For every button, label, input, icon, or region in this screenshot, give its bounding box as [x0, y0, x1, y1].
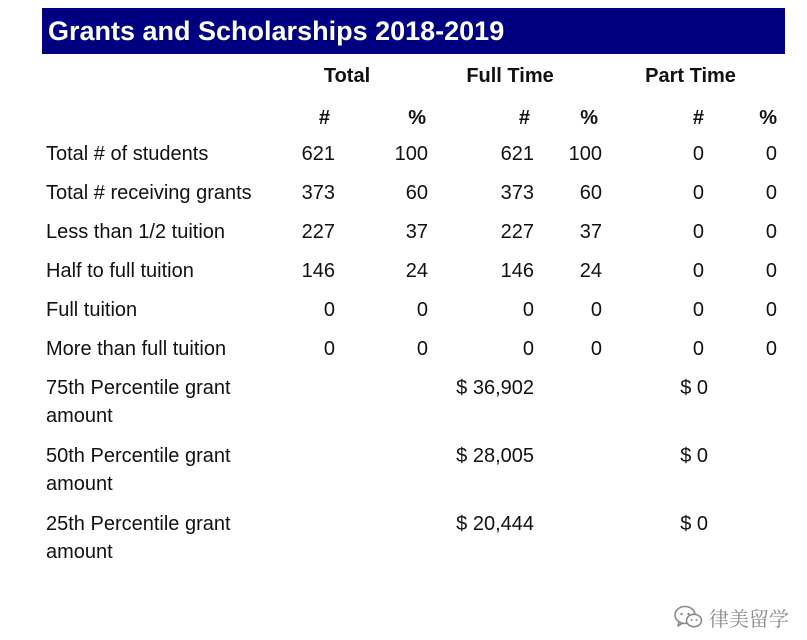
group-header-full-time: Full Time [466, 65, 554, 87]
cell-pt-percent: 0 [765, 143, 778, 165]
cell-ft-percent: 60 [579, 182, 603, 204]
table-row [42, 508, 785, 576]
cell-ft-percent: 0 [590, 299, 603, 321]
wechat-icon [673, 604, 703, 630]
cell-total-percent: 0 [416, 338, 429, 360]
cell-ft-percent: 100 [568, 143, 603, 165]
cell-empty [278, 508, 428, 576]
cell-ft-percent: 24 [579, 260, 603, 282]
cell-ft-count: 621 [500, 143, 535, 165]
cell-ft-percent: 0 [590, 338, 603, 360]
header-spacer [42, 58, 278, 98]
row-label: 25th Percentile grant amount [46, 513, 231, 563]
cell-total-count: 146 [301, 260, 335, 282]
cell-ft-amount: $ 20,444 [456, 513, 535, 535]
cell-ft-amount: $ 28,005 [456, 445, 535, 467]
table-row [42, 294, 785, 333]
cell-empty [708, 372, 785, 440]
cell-ft-count: 373 [500, 182, 535, 204]
cell-total-percent: 0 [416, 299, 429, 321]
table-row [42, 372, 785, 440]
cell-ft-percent: 37 [579, 221, 603, 243]
cell-pt-amount: $ 0 [680, 377, 709, 399]
subheader-ft-count: # [518, 107, 531, 129]
cell-empty [278, 372, 428, 440]
cell-ft-count: 0 [522, 299, 535, 321]
cell-total-count: 0 [323, 338, 335, 360]
group-header-part-time: Part Time [645, 65, 736, 87]
row-label: Less than 1/2 tuition [46, 221, 226, 243]
watermark-text: 律美留学 [709, 606, 789, 631]
table-row [42, 177, 785, 216]
cell-pt-percent: 0 [765, 260, 778, 282]
cell-total-count: 373 [301, 182, 335, 204]
table-row [42, 333, 785, 372]
cell-pt-percent: 0 [765, 182, 778, 204]
cell-total-percent: 24 [405, 260, 429, 282]
cell-total-percent: 100 [394, 143, 429, 165]
cell-ft-amount: $ 36,902 [456, 377, 535, 399]
cell-total-count: 621 [301, 143, 335, 165]
cell-pt-count: 0 [692, 260, 705, 282]
cell-ft-count: 146 [500, 260, 535, 282]
cell-pt-amount: $ 0 [680, 445, 709, 467]
group-header-row [42, 58, 785, 98]
cell-total-count: 227 [301, 221, 335, 243]
cell-pt-count: 0 [692, 143, 705, 165]
row-label: 75th Percentile grant amount [46, 377, 231, 427]
subheader-pt-count: # [692, 107, 705, 129]
cell-pt-count: 0 [692, 299, 705, 321]
subheader-spacer [42, 98, 278, 138]
subheader-ft-percent: % [580, 107, 599, 129]
row-label: Half to full tuition [46, 260, 194, 282]
watermark [673, 600, 789, 634]
cell-pt-count: 0 [692, 338, 705, 360]
cell-pt-count: 0 [692, 182, 705, 204]
row-label: Total # of students [46, 143, 209, 165]
cell-empty [708, 508, 785, 576]
cell-pt-percent: 0 [765, 299, 778, 321]
cell-empty [534, 440, 602, 508]
cell-ft-count: 0 [522, 338, 535, 360]
table-row [42, 255, 785, 294]
subheader-row [42, 98, 785, 138]
cell-empty [708, 440, 785, 508]
cell-empty [534, 508, 602, 576]
cell-ft-count: 227 [500, 221, 535, 243]
row-label: More than full tuition [46, 338, 227, 360]
cell-pt-amount: $ 0 [680, 513, 709, 535]
row-label: Full tuition [46, 299, 138, 321]
cell-total-percent: 37 [405, 221, 429, 243]
cell-empty [534, 372, 602, 440]
cell-total-count: 0 [323, 299, 335, 321]
subheader-total-percent: % [408, 107, 427, 129]
table-row [42, 138, 785, 177]
subheader-total-count: # [318, 107, 330, 129]
cell-pt-percent: 0 [765, 221, 778, 243]
cell-pt-count: 0 [692, 221, 705, 243]
cell-pt-percent: 0 [765, 338, 778, 360]
table-row [42, 216, 785, 255]
page-title: Grants and Scholarships 2018-2019 [42, 8, 785, 54]
grants-table [42, 58, 785, 576]
row-label: 50th Percentile grant amount [46, 445, 231, 495]
cell-empty [278, 440, 428, 508]
table-row [42, 440, 785, 508]
subheader-pt-percent: % [759, 107, 778, 129]
group-header-total: Total [323, 65, 371, 87]
cell-total-percent: 60 [405, 182, 429, 204]
row-label: Total # receiving grants [46, 182, 252, 204]
